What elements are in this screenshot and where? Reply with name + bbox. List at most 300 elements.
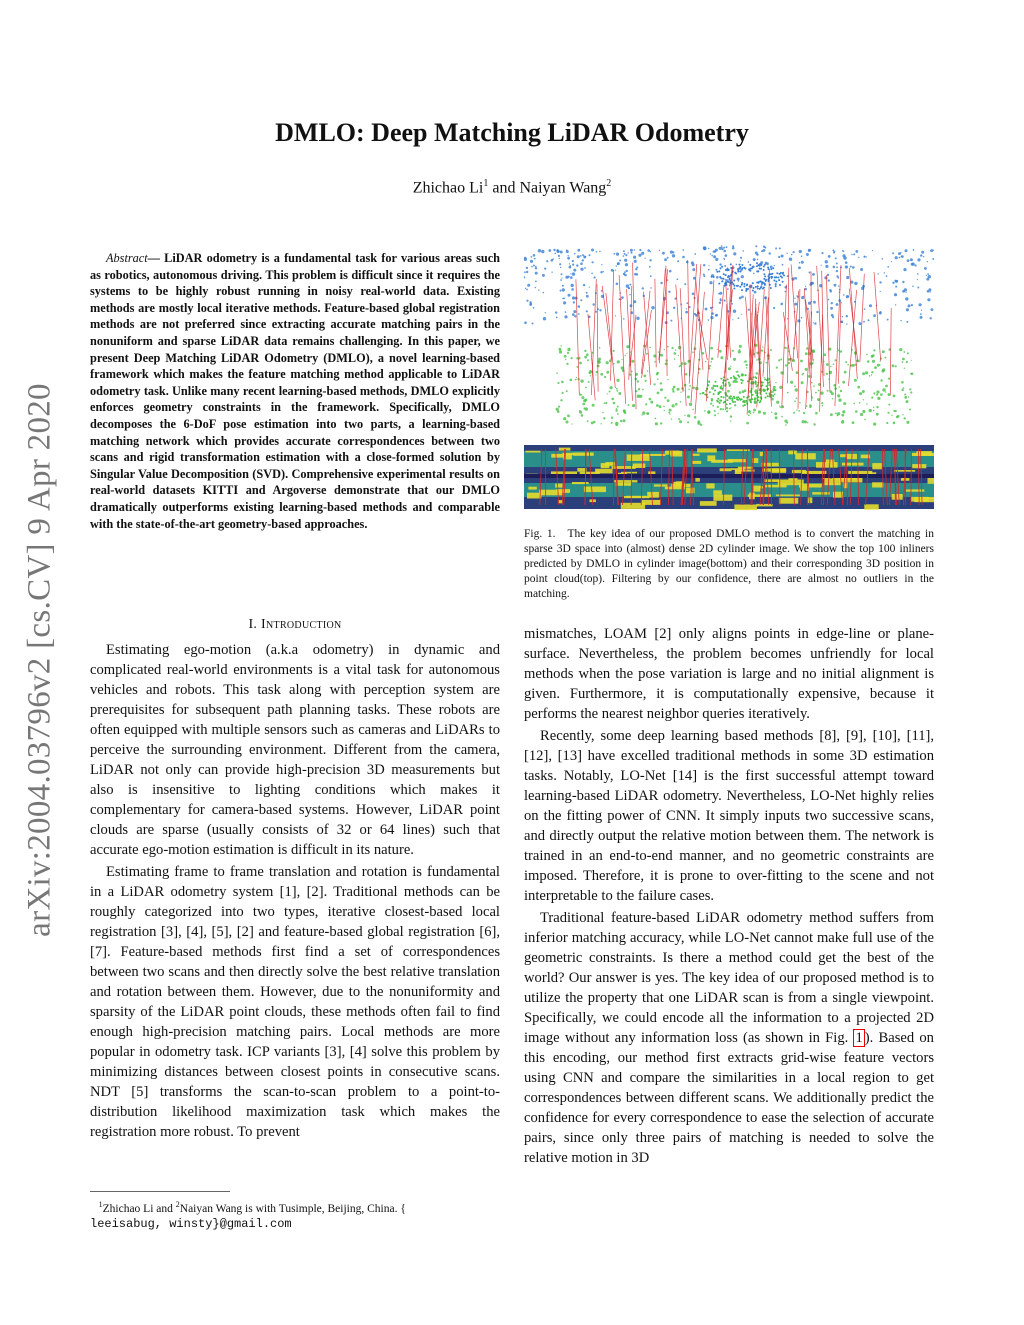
figure-caption-text: The key idea of our proposed DMLO method is to convert the matching in sparse 3D space into (almost) dense 2D cylinder image. We show the top 100 inliners predicted by DMLO in cylinder image(bottom) and their corresponding 3D position in point cloud(top). Filtering by our confidence, there are almost no outliers in the matching. — [524, 528, 934, 600]
point — [724, 299, 726, 301]
point — [694, 416, 697, 419]
point — [895, 286, 897, 288]
point — [759, 268, 761, 270]
point — [626, 270, 628, 272]
point — [845, 265, 848, 268]
point — [815, 412, 818, 415]
point — [748, 261, 750, 263]
point — [779, 247, 781, 249]
point — [780, 407, 781, 408]
point — [840, 350, 842, 352]
point — [651, 306, 654, 309]
point — [616, 388, 618, 390]
point — [830, 307, 833, 310]
point — [748, 415, 750, 417]
point — [726, 246, 728, 248]
point — [708, 265, 709, 266]
point — [764, 264, 766, 266]
footnote-divider — [90, 1191, 230, 1192]
point — [828, 299, 830, 301]
point — [842, 381, 845, 384]
point — [785, 424, 787, 426]
point — [560, 251, 563, 254]
point — [580, 262, 583, 265]
point — [538, 249, 541, 252]
point — [674, 358, 676, 360]
point — [703, 246, 706, 249]
point — [611, 422, 613, 424]
point — [906, 421, 909, 424]
point — [779, 284, 781, 286]
point — [560, 290, 562, 292]
point — [599, 251, 601, 253]
point — [613, 253, 615, 255]
point — [784, 291, 786, 293]
point — [630, 249, 633, 252]
point — [900, 320, 901, 321]
point — [761, 382, 763, 384]
point — [631, 252, 633, 254]
match-line — [642, 310, 652, 378]
point — [892, 282, 894, 284]
point — [616, 265, 618, 267]
point — [926, 275, 927, 276]
point — [610, 386, 613, 389]
point — [634, 249, 636, 251]
point — [559, 350, 562, 353]
point — [642, 389, 644, 391]
point — [710, 316, 713, 319]
cylinder-patch — [756, 504, 772, 507]
point — [738, 280, 739, 281]
cylinder-patch — [627, 496, 647, 498]
point — [525, 288, 526, 289]
point — [567, 352, 569, 354]
point — [581, 396, 584, 399]
point — [709, 281, 712, 284]
point — [562, 285, 564, 287]
match-line — [804, 289, 812, 402]
point — [871, 371, 873, 373]
point — [705, 361, 707, 363]
point — [563, 417, 566, 420]
point — [620, 420, 622, 422]
point — [798, 410, 800, 412]
point — [531, 266, 533, 268]
match-line — [655, 279, 656, 368]
point — [526, 300, 528, 302]
point — [853, 403, 855, 405]
point — [659, 405, 662, 408]
point — [920, 313, 922, 315]
point — [891, 415, 892, 416]
point — [591, 273, 593, 275]
point — [566, 250, 569, 253]
point — [572, 272, 575, 275]
point — [604, 402, 606, 404]
match-line — [591, 279, 596, 395]
point — [826, 373, 828, 375]
point — [729, 278, 731, 280]
point — [646, 412, 649, 415]
point — [613, 402, 616, 405]
match-line — [676, 285, 683, 392]
point — [846, 295, 849, 298]
point — [743, 396, 745, 398]
point — [781, 416, 783, 418]
point — [638, 388, 640, 390]
point — [615, 409, 617, 411]
point — [924, 267, 927, 270]
cylinder-patch — [754, 486, 761, 492]
point — [692, 351, 694, 353]
point — [734, 404, 736, 406]
point — [680, 392, 681, 393]
point — [838, 285, 839, 286]
point — [818, 390, 820, 392]
point — [647, 249, 650, 252]
point — [533, 307, 535, 309]
point — [859, 392, 862, 395]
point — [760, 287, 762, 289]
point — [589, 287, 590, 288]
point — [756, 262, 758, 264]
point — [804, 420, 807, 423]
point — [669, 413, 670, 414]
point — [888, 378, 890, 380]
point — [730, 395, 732, 397]
point — [860, 413, 863, 416]
point — [831, 314, 834, 317]
point — [615, 270, 616, 271]
point — [731, 400, 733, 402]
point — [866, 403, 867, 404]
point — [692, 263, 695, 266]
point — [742, 250, 744, 252]
point — [920, 254, 922, 256]
point — [591, 249, 594, 252]
point — [714, 390, 716, 392]
figure-1-caption — [524, 527, 934, 602]
point — [700, 424, 702, 426]
point — [715, 258, 718, 261]
point — [879, 312, 882, 315]
point — [746, 284, 748, 286]
point — [832, 249, 834, 251]
cylinder-patch — [762, 463, 779, 467]
cylinder-patch — [734, 505, 757, 511]
point — [720, 267, 722, 269]
point — [750, 399, 752, 401]
point — [756, 282, 758, 284]
point — [784, 420, 787, 423]
point — [582, 254, 584, 256]
point — [611, 398, 614, 401]
point — [617, 360, 620, 363]
point — [616, 253, 619, 256]
point — [902, 281, 904, 283]
point — [617, 413, 619, 415]
point — [887, 412, 889, 414]
point — [834, 359, 836, 361]
point — [659, 250, 660, 251]
point — [687, 396, 690, 399]
point — [692, 409, 694, 411]
point — [915, 264, 917, 266]
point — [664, 410, 665, 411]
point — [871, 397, 873, 399]
point — [891, 261, 892, 262]
cylinder-patch — [720, 468, 732, 471]
point — [793, 412, 795, 414]
point — [677, 388, 680, 391]
point — [672, 390, 674, 392]
point — [756, 372, 759, 375]
point — [569, 263, 570, 264]
point — [566, 421, 569, 424]
point — [781, 255, 784, 258]
point — [667, 379, 668, 380]
point — [628, 252, 629, 253]
point — [730, 420, 731, 421]
footnote — [90, 1197, 500, 1232]
point — [556, 408, 559, 411]
point — [720, 408, 722, 410]
cylinder-patch — [527, 493, 541, 499]
point — [674, 298, 676, 300]
point — [832, 398, 833, 399]
point — [868, 319, 870, 321]
point — [593, 303, 595, 305]
point — [730, 377, 732, 379]
point — [660, 354, 663, 357]
point — [803, 412, 805, 414]
point — [871, 374, 872, 375]
point — [732, 303, 734, 305]
point — [898, 252, 901, 255]
footnote-email-domain: }@gmail.com — [212, 1216, 292, 1231]
point — [673, 307, 675, 309]
point — [917, 287, 919, 289]
cylinder-patch — [572, 482, 589, 484]
point — [538, 289, 539, 290]
point — [624, 412, 626, 414]
point — [553, 249, 555, 251]
author-1-affiliation: 1 — [483, 178, 489, 189]
cylinder-patch — [765, 485, 787, 488]
point — [750, 401, 752, 403]
point — [719, 292, 722, 295]
point — [729, 385, 731, 387]
point — [654, 383, 656, 385]
point — [710, 347, 713, 350]
point — [717, 413, 718, 414]
point — [873, 349, 875, 351]
point — [733, 310, 736, 313]
point — [929, 291, 931, 293]
point — [739, 297, 742, 300]
point — [920, 316, 923, 319]
point — [686, 261, 689, 264]
match-line — [723, 289, 733, 391]
footnote-text-1: Zhichao Li and — [102, 1202, 176, 1215]
point — [763, 269, 765, 271]
point — [566, 363, 568, 365]
point — [796, 371, 799, 374]
point — [800, 360, 803, 363]
point — [741, 264, 743, 266]
cylinder-patch — [872, 463, 882, 469]
point — [572, 296, 575, 299]
intro-paragraph: Estimating frame to frame translation and rotation is fundamental in a LiDAR odometry system [1], [2]. Traditional methods can be roughly categorized into two types, iterative closest-based local registration [3], [4], [5], [2] and feature-based global registration [6], [7]. Feature-based methods first find a set of correspondences between two scans and then directly solve the best relative translation and rotation between them. However, due to the nonuniformity and sparsity of the LiDAR point clouds, these methods often fail to find enough high-precision matching pairs. Local methods are more popular in odometry task. ICP variants [3], [4] solve this problem by minimizing distances between closest points in consecutive scans. NDT [5] transforms the scan-to-scan problem to a point-to-distribution likelihood maximization task which makes the registration more robust. To prevent — [90, 864, 500, 1140]
point — [801, 261, 804, 264]
point — [834, 284, 837, 287]
introduction-right — [524, 624, 934, 1168]
point — [656, 404, 659, 407]
cylinder-patch — [697, 448, 717, 452]
point — [587, 420, 589, 422]
point — [843, 294, 845, 296]
intro-paragraph: Estimating ego-motion (a.k.a odometry) in dynamic and complicated real-world environments is a vital task for autonomous vehicles and robots. This task along with perception system are prerequisites for subsequent path planning tasks. These robots are often equipped with multiple sensors such as cameras and LiDARs to perceive the surrounding environment. Different from the camera, LiDAR not only can provide high-precision 3D measurements but also is insensitive to lighting conditions which makes it complementary for camera-based systems. However, LiDAR point clouds are sparse (usually consists of 32 or 64 lines) such that accurate ego-motion estimation is difficult in its nature. — [90, 642, 500, 858]
point — [727, 281, 729, 283]
point — [571, 288, 574, 291]
point — [752, 266, 754, 268]
point — [836, 275, 838, 277]
point — [638, 254, 641, 257]
point — [917, 279, 918, 280]
point — [708, 319, 710, 321]
cylinder-patch — [584, 487, 606, 493]
cylinder-patch — [612, 466, 636, 469]
point — [838, 398, 841, 401]
point — [566, 390, 568, 392]
point — [699, 393, 701, 395]
point — [836, 266, 838, 268]
point — [852, 421, 855, 424]
point — [616, 408, 618, 410]
cylinder-patch — [795, 453, 816, 459]
cylinder-patch — [595, 469, 613, 474]
point — [544, 268, 546, 270]
point — [601, 290, 603, 292]
point — [586, 353, 589, 356]
point — [885, 385, 888, 388]
cylinder-image — [524, 445, 934, 510]
point — [782, 264, 784, 266]
point — [766, 362, 768, 364]
point — [737, 374, 739, 376]
point — [716, 400, 718, 402]
figure-reference-link[interactable]: 1 — [855, 1030, 863, 1046]
point — [741, 289, 743, 291]
right-paragraph-3-end: ). Based on this encoding, our method first extracts grid-wise feature vectors using CNN and compare the similarities in a local region to get correspondences between different scans. We additionally predict the confidence for every correspondence to ease the selection of accurate pairs, since only three pairs of matching is needed to solve the relative motion in 3D — [524, 1030, 934, 1166]
point — [624, 253, 626, 255]
abstract — [90, 250, 500, 532]
point — [895, 280, 898, 283]
point — [719, 247, 722, 250]
point — [642, 411, 645, 414]
point — [760, 400, 762, 402]
point — [719, 302, 721, 304]
point — [887, 319, 889, 321]
point — [557, 382, 559, 384]
point — [851, 254, 852, 255]
arxiv-identifier: arXiv:2004.03796v2 [cs.CV] 9 Apr 2020 — [21, 383, 58, 937]
point — [558, 406, 560, 408]
point — [721, 266, 723, 268]
point — [667, 346, 669, 348]
author-conjunction: and — [492, 179, 516, 197]
point — [669, 270, 672, 273]
point — [560, 279, 562, 281]
point — [585, 387, 587, 389]
match-line — [602, 286, 612, 360]
point — [623, 255, 625, 257]
point — [903, 268, 906, 271]
point — [627, 353, 628, 354]
point — [737, 285, 739, 287]
point — [734, 272, 736, 274]
point — [884, 357, 886, 359]
point — [677, 278, 679, 280]
point — [692, 268, 695, 271]
point — [846, 315, 848, 317]
point — [721, 245, 723, 247]
point — [737, 278, 740, 281]
point — [675, 403, 678, 406]
cylinder-patch — [692, 461, 701, 464]
author-2-affiliation: 2 — [606, 178, 612, 189]
point — [906, 400, 909, 403]
match-line — [788, 268, 789, 384]
point — [770, 266, 773, 269]
point — [605, 402, 607, 404]
cylinder-patch — [713, 490, 722, 494]
point — [664, 397, 666, 399]
point — [709, 391, 711, 393]
point — [720, 298, 722, 300]
point — [836, 270, 838, 272]
point — [877, 397, 880, 400]
point — [703, 275, 705, 277]
cylinder-patch — [713, 495, 732, 501]
point — [625, 263, 628, 266]
point — [561, 381, 564, 384]
point — [712, 405, 714, 407]
match-line — [718, 286, 724, 358]
point — [606, 361, 609, 364]
point — [711, 387, 714, 390]
point — [573, 301, 575, 303]
point — [745, 400, 747, 402]
point — [565, 359, 566, 360]
point — [910, 258, 913, 261]
point — [921, 310, 922, 311]
point — [649, 347, 651, 349]
point — [863, 256, 865, 258]
right-paragraph-3 — [524, 908, 934, 1168]
introduction-left — [90, 640, 500, 1142]
point — [801, 381, 804, 384]
point — [641, 414, 642, 415]
point — [644, 375, 647, 378]
point — [670, 320, 672, 322]
point — [703, 264, 705, 266]
point — [732, 245, 734, 247]
point — [770, 287, 772, 289]
point — [878, 273, 879, 274]
point — [753, 273, 755, 275]
